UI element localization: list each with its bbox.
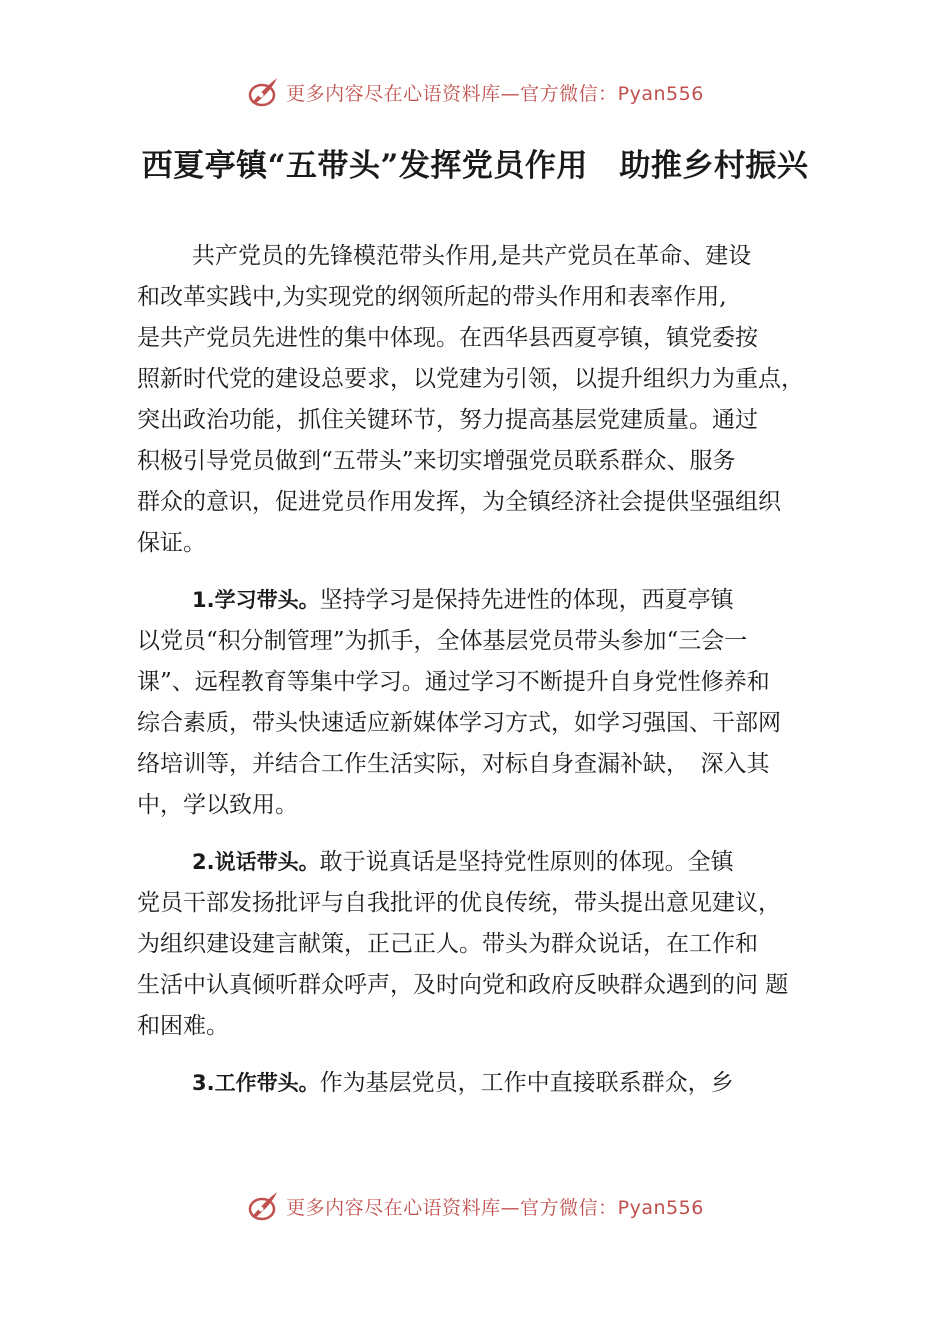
intro-paragraph [137, 236, 827, 564]
section-text: 敢于说真话是坚持党性原则的体现。全镇 [319, 849, 734, 875]
banner-text: 更多内容尽在心语资料库—官方微信：Pyan556 [286, 82, 704, 105]
text-line [137, 842, 827, 883]
section-work-paragraph [137, 1063, 827, 1104]
text-line: 以党员“积分制管理”为抓手，全体基层党员带头参加“三会一 [137, 628, 748, 654]
text-line: 党员干部发扬批评与自我批评的优良传统，带头提出意见建议， [137, 890, 781, 916]
section-heading: 2.说话带头。 [192, 850, 320, 874]
section-text: 作为基层党员，工作中直接联系群众，乡 [319, 1070, 734, 1096]
document-title: 西夏亭镇“五带头”发挥党员作用 助推乡村振兴 [141, 148, 809, 184]
text-line: 积极引导党员做到“五带头”来切实增强党员联系群众、服务 [137, 448, 736, 474]
text-line: 和困难。 [137, 1013, 229, 1039]
text-line: 共产党员的先锋模范带头作用,是共产党员在革命、建设 [192, 243, 752, 269]
section-heading: 1.学习带头。 [192, 588, 320, 612]
section-speak-paragraph [137, 842, 827, 1047]
header-watermark-banner [0, 72, 950, 112]
section-text: 坚持学习是保持先进性的体现，西夏亭镇 [319, 587, 734, 613]
text-line: 为组织建设建言献策，正己正人。带头为群众说话，在工作和 [137, 931, 758, 957]
quill-pen-logo-icon [246, 1189, 280, 1223]
footer-watermark-banner [0, 1186, 950, 1226]
text-line: 络培训等，并结合工作生活实际，对标自身查漏补缺， 深入其 [137, 751, 770, 777]
text-line: 生活中认真倾听群众呼声，及时向党和政府反映群众遇到的问 题 [137, 972, 789, 998]
banner-text: 更多内容尽在心语资料库—官方微信：Pyan556 [286, 1196, 704, 1219]
text-line: 保证。 [137, 530, 206, 556]
section-study-paragraph [137, 580, 827, 826]
section-heading: 3.工作带头。 [192, 1071, 320, 1095]
text-line: 是共产党员先进性的集中体现。在西华县西夏亭镇，镇党委按 [137, 325, 758, 351]
text-line: 综合素质，带头快速适应新媒体学习方式，如学习强国、干部网 [137, 710, 781, 736]
text-line: 突出政治功能，抓住关键环节，努力提高基层党建质量。通过 [137, 407, 758, 433]
text-line [137, 580, 827, 621]
document-body [137, 236, 827, 1120]
quill-pen-logo-icon [246, 75, 280, 109]
text-line: 群众的意识，促进党员作用发挥，为全镇经济社会提供坚强组织 [137, 489, 781, 515]
text-line: 和改革实践中,为实现党的纲领所起的带头作用和表率作用, [137, 284, 727, 310]
text-line: 课”、远程教育等集中学习。通过学习不断提升自身党性修养和 [137, 669, 770, 695]
text-line: 照新时代党的建设总要求，以党建为引领，以提升组织力为重点， [137, 366, 804, 392]
text-line: 中，学以致用。 [137, 792, 298, 818]
text-line [137, 1063, 827, 1104]
